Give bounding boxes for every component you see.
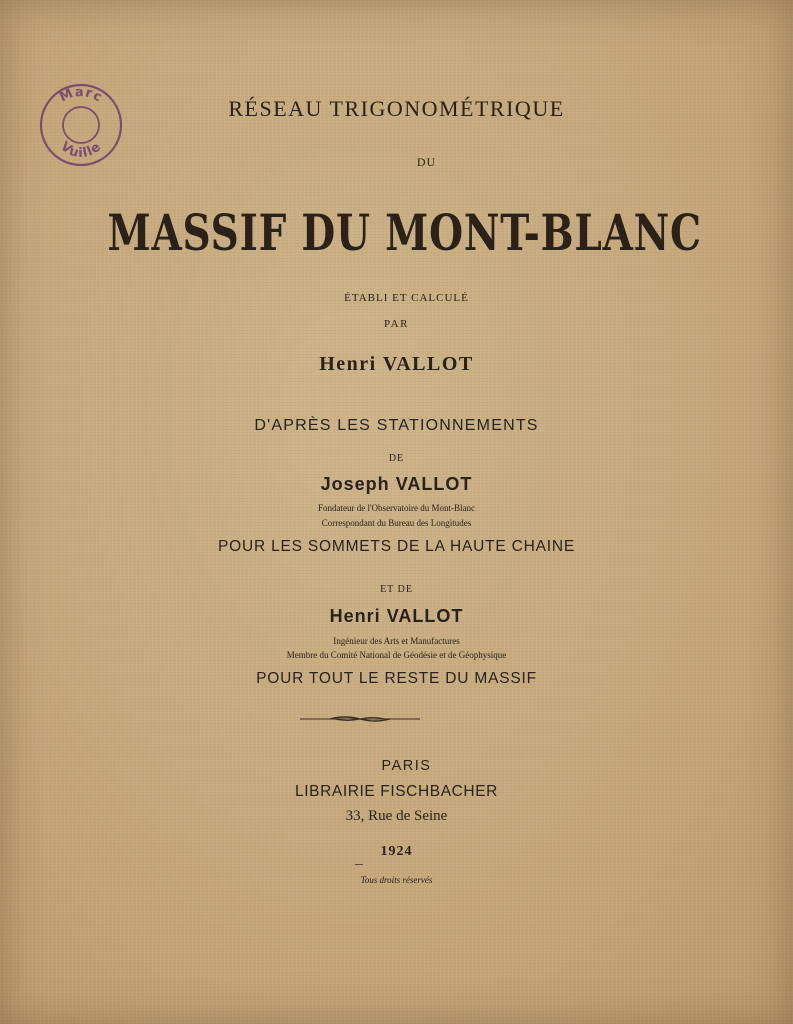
joseph-title-2: Correspondant du Bureau des Longitudes xyxy=(321,518,472,528)
joseph-name xyxy=(0,474,793,495)
ornament-divider xyxy=(300,715,420,723)
imprint-year: 1924 xyxy=(380,844,413,859)
imprint-address: 33, Rue de Seine xyxy=(345,808,448,824)
stamp-bottom-text: Vuille xyxy=(57,139,105,162)
pour-reste: POUR TOUT LE RESTE DU MASSIF xyxy=(256,670,537,687)
title-du: DU xyxy=(416,155,437,169)
de-label: DE xyxy=(388,453,405,464)
stamp-top-text: Marc xyxy=(57,84,106,106)
etabli-label: ÉTABLI ET CALCULÉ xyxy=(344,292,469,304)
joseph-title-1: Fondateur de l'Observatoire du Mont-Blanc xyxy=(317,503,476,513)
henri-first-name: Henri xyxy=(329,606,381,626)
henri-last-name: VALLOT xyxy=(386,606,464,626)
year-rule xyxy=(355,864,363,865)
author-name xyxy=(0,353,793,376)
henri-title-1: Ingénieur des Arts et Manufactures xyxy=(333,636,460,646)
joseph-first-name: Joseph xyxy=(320,474,390,494)
imprint-city: PARIS xyxy=(381,758,432,774)
joseph-last-name: VALLOT xyxy=(395,474,473,494)
par-label: PAR xyxy=(384,318,409,330)
dapres-heading: D'APRÈS LES STATIONNEMENTS xyxy=(254,417,539,434)
author-last-name: VALLOT xyxy=(382,353,474,375)
main-title: MASSIF DU MONT-BLANC xyxy=(107,203,702,262)
et-de-label: ET DE xyxy=(380,584,413,595)
henri-title-2: Membre du Comité National de Géodésie et de Géophysique xyxy=(286,650,507,660)
imprint-publisher: LIBRAIRIE FISCHBACHER xyxy=(295,783,498,800)
author-first-name: Henri xyxy=(319,353,377,375)
title-line1: RÉSEAU TRIGONOMÉTRIQUE xyxy=(228,96,565,121)
henri-name xyxy=(0,606,793,627)
pour-sommets: POUR LES SOMMETS DE LA HAUTE CHAINE xyxy=(217,538,575,555)
rights-notice: Tous droits réservés xyxy=(360,875,433,885)
